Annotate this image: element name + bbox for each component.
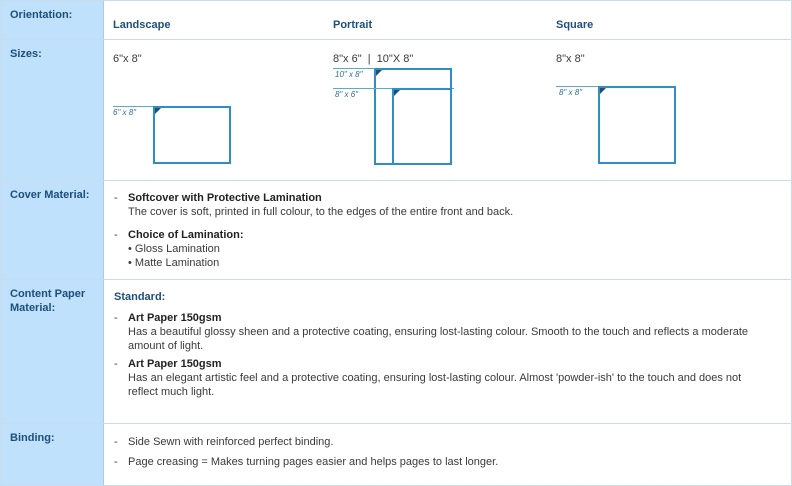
portrait-inner-tag: 8" x 6" <box>335 90 359 99</box>
square-guide-line <box>556 86 600 87</box>
landscape-corner-marker <box>155 108 161 114</box>
cover-item-1-title: Softcover with Protective Lamination <box>128 192 322 204</box>
orientation-row <box>1 1 791 40</box>
sizes-label: Sizes: <box>1 40 104 180</box>
orientation-label: Orientation: <box>1 1 104 39</box>
portrait-size: 8"x 6" | 10"X 8" <box>333 53 414 65</box>
paper-item-2-title: Art Paper 150gsm <box>128 358 222 370</box>
cover-row <box>1 181 791 280</box>
cover-item-2-title: Choice of Lamination: <box>128 229 244 241</box>
cover-item-2-dash: - <box>114 229 118 241</box>
paper-item-1-desc-1: Has a beautiful glossy sheen and a protective coating, ensuring lost-lasting colour. Smooth to the touch and reflects a moderate <box>128 326 749 338</box>
col-landscape: Landscape <box>113 19 171 31</box>
square-tag: 8" x 8" <box>559 88 583 97</box>
binding-item-1: Side Sewn with reinforced perfect binding. <box>128 436 334 448</box>
cover-item-1-desc: The cover is soft, printed in full colour, to the edges of the entire front and back. <box>128 206 514 218</box>
cover-label: Cover Material: <box>1 181 104 279</box>
landscape-guide-line <box>113 106 155 107</box>
paper-item-1-title: Art Paper 150gsm <box>128 312 222 324</box>
landscape-diagram <box>153 106 231 164</box>
content-paper-label-1: Content Paper <box>10 288 86 300</box>
matte-lamination: • Matte Lamination <box>128 257 220 269</box>
square-diagram <box>598 86 676 164</box>
paper-item-1-dash: - <box>114 312 118 324</box>
content-paper-row <box>1 280 791 424</box>
binding-row <box>1 424 791 485</box>
content-paper-label-2: Material: <box>10 302 56 314</box>
col-square: Square <box>556 19 594 31</box>
portrait-outer-guide-line <box>333 68 375 69</box>
square-size: 8"x 8" <box>556 53 585 65</box>
portrait-inner-corner-marker <box>394 90 400 96</box>
portrait-outer-tag: 10" x 8" <box>335 70 363 79</box>
paper-item-2-dash: - <box>114 358 118 370</box>
cover-item-1-dash: - <box>114 192 118 204</box>
gloss-lamination: • Gloss Lamination <box>128 243 220 255</box>
sizes-row <box>1 40 791 181</box>
binding-item-2: Page creasing = Makes turning pages easier and helps pages to last longer. <box>128 456 499 468</box>
binding-item-1-dash: - <box>114 436 118 448</box>
portrait-outer-corner-marker <box>376 70 382 76</box>
landscape-size: 6"x 8" <box>113 53 142 65</box>
binding-item-2-dash: - <box>114 456 118 468</box>
portrait-inner-diagram <box>392 88 452 165</box>
binding-label: Binding: <box>1 424 104 485</box>
col-portrait: Portrait <box>333 19 373 31</box>
landscape-tag: 6" x 8" <box>113 108 137 117</box>
paper-item-2-desc-1: Has an elegant artistic feel and a protective coating, ensuring lost-lasting colour. Almost 'powder-ish' to the touch and does not <box>128 372 742 384</box>
paper-item-2-desc-2: reflect much light. <box>128 386 215 398</box>
paper-item-1-desc-2: amount of light. <box>128 340 204 352</box>
square-corner-marker <box>600 88 606 94</box>
standard-heading: Standard: <box>114 291 166 303</box>
